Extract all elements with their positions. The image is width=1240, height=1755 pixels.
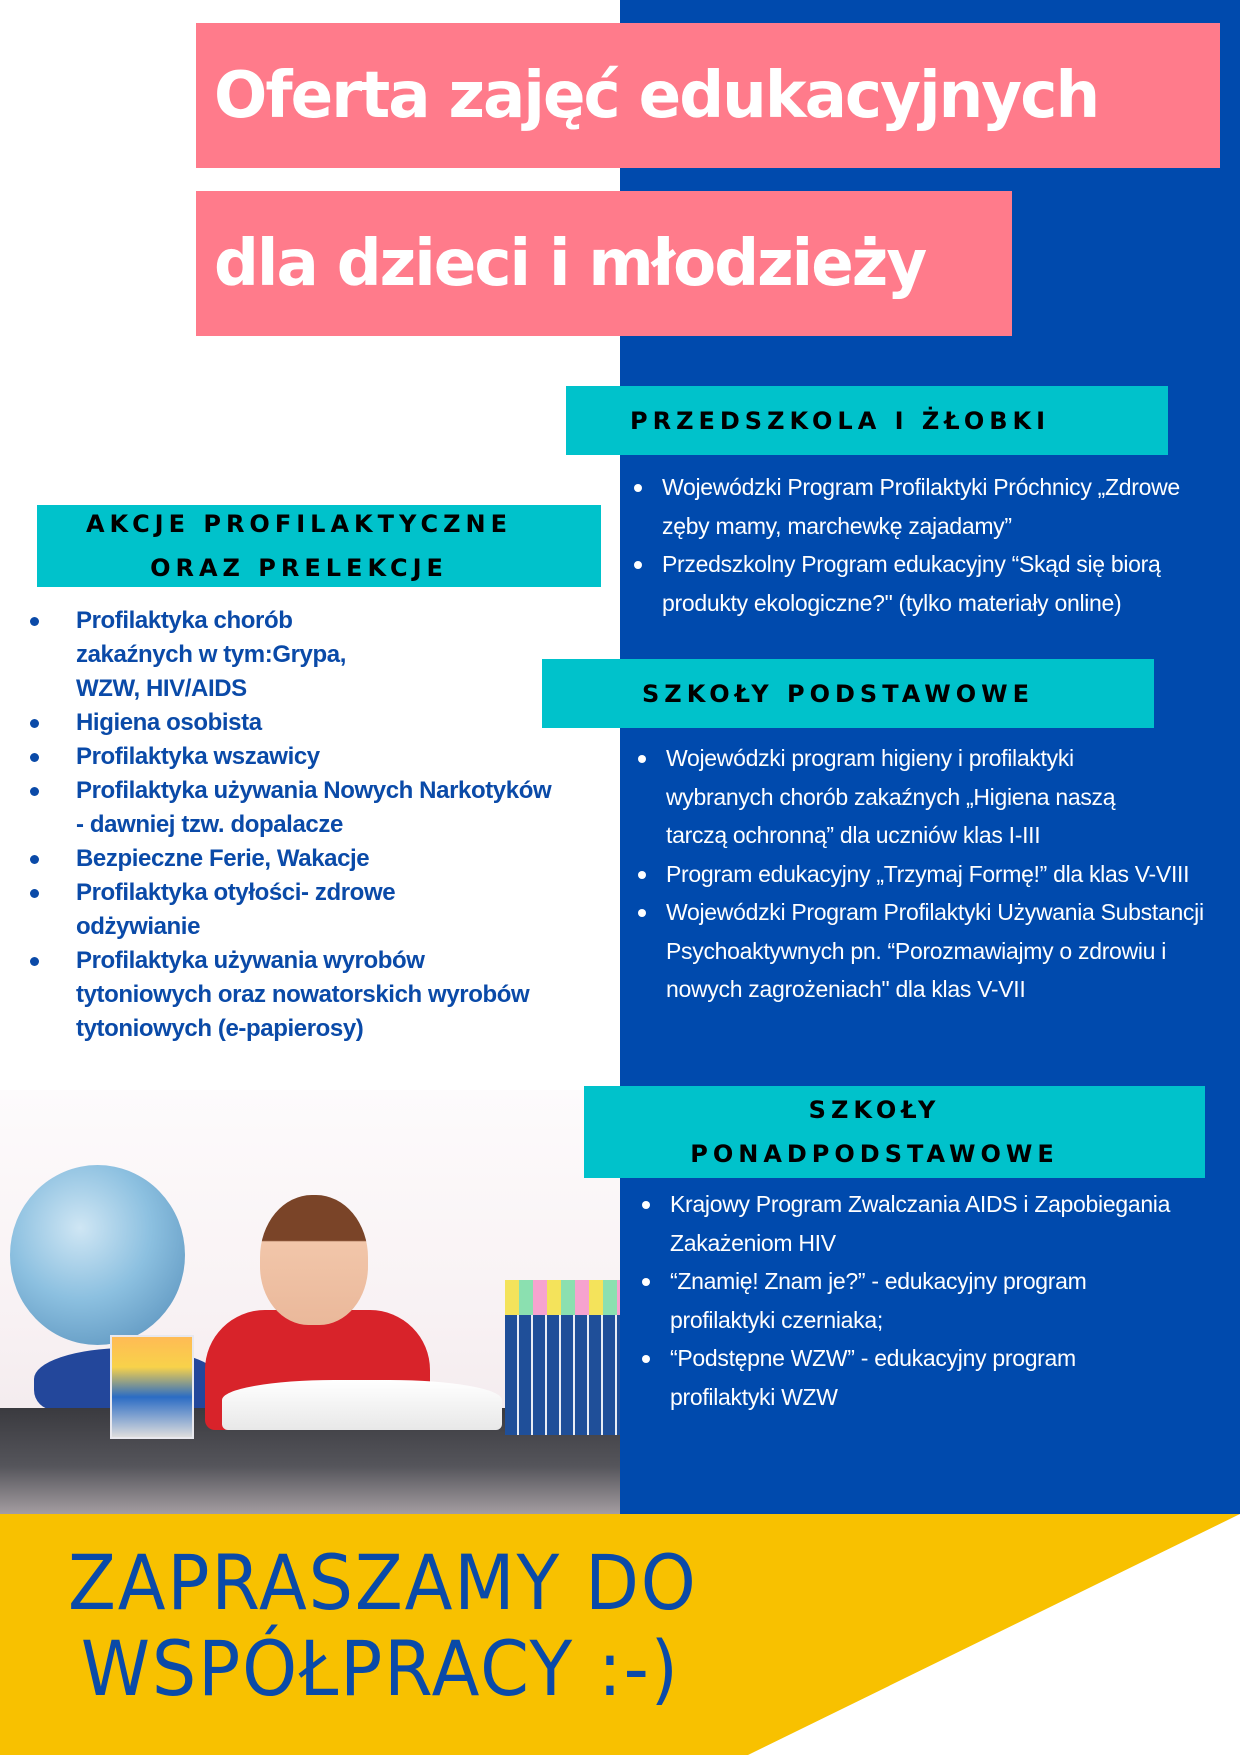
list-item: “Znamię! Znam je?” - edukacyjny program profilaktyki czerniaka;: [640, 1262, 1150, 1339]
list-item: Higiena osobista: [28, 706, 588, 740]
ponadpodstawowe-list: [640, 1185, 1230, 1416]
list-item: Przedszkolny Program edukacyjny “Skąd się biorą produkty ekologiczne?" (tylko materiały online): [632, 545, 1232, 622]
section-heading-text-line1: AKCJE PROFILAKTYCZNE: [85, 510, 513, 538]
list-item: Profilaktyka otyłości- zdrowe odżywianie: [28, 876, 496, 944]
list-item: Profilaktyka używania wyrobów tytoniowych oraz nowatorskich wyrobów tytoniowych (e-papierosy): [28, 944, 546, 1046]
list-item: Program edukacyjny „Trzymaj Formę!” dla klas V-VIII: [636, 855, 1206, 894]
section-heading-text-line1: SZKOŁY: [808, 1096, 941, 1124]
title-banner-line2: [196, 191, 1012, 336]
books-tops: [505, 1280, 620, 1320]
list-item: “Podstępne WZW” - edukacyjny program profilaktyki WZW: [640, 1339, 1150, 1416]
footer-line1: ZAPRASZAMY DO: [68, 1538, 698, 1627]
section-heading-text-line2: ORAZ PRELEKCJE: [150, 554, 448, 582]
globe-icon: [10, 1165, 185, 1345]
section-heading-text: SZKOŁY PODSTAWOWE: [642, 679, 1034, 708]
page-title-line1: Oferta zajęć edukacyjnych: [214, 58, 1099, 133]
boy-reading-photo: [0, 1090, 620, 1514]
list-item: Profilaktyka używania Nowych Narkotyków - dawniej tzw. dopalacze: [28, 774, 556, 842]
title-banner-line1: [196, 23, 1220, 168]
books-row: [505, 1315, 620, 1435]
list-item: Profilaktyka wszawicy: [28, 740, 588, 774]
podstawowe-list: [636, 739, 1216, 1009]
section-heading-text-line2: PONADPODSTAWOWE: [690, 1140, 1059, 1168]
list-item: Krajowy Program Zwalczania AIDS i Zapobiegania Zakażeniom HIV: [640, 1185, 1230, 1262]
przedszkola-list: [632, 468, 1232, 622]
list-item: Bezpieczne Ferie, Wakacje: [28, 842, 588, 876]
list-item: Wojewódzki program higieny i profilaktyki wybranych chorób zakaźnych „Higiena naszą tarczą ochronną” dla uczniów klas I-III: [636, 739, 1136, 855]
open-book: [222, 1380, 502, 1430]
list-item: Wojewódzki Program Profilaktyki Używania Substancji Psychoaktywnych pn. “Porozmawiajmy o zdrowiu i nowych zagrożeniach" dla klas V-VII: [636, 893, 1216, 1009]
footer-invitation: [68, 1540, 752, 1712]
section-heading-text: PRZEDSZKOLA I ŻŁOBKI: [630, 406, 1051, 435]
section-heading-przedszkola: [566, 386, 1168, 455]
section-heading-podstawowe: [542, 659, 1154, 728]
page-title-line2: dla dzieci i młodzieży: [214, 226, 926, 301]
section-heading-ponadpodstawowe: [584, 1086, 1205, 1178]
list-item: Profilaktyka chorób zakaźnych w tym:Grypa, WZW, HIV/AIDS: [28, 604, 406, 706]
list-item: Wojewódzki Program Profilaktyki Próchnicy „Zdrowe zęby mamy, marchewkę zajadamy”: [632, 468, 1232, 545]
akcje-list: [28, 604, 588, 1046]
section-heading-akcje: [37, 505, 601, 587]
markers-box: [110, 1335, 194, 1439]
footer-line2: WSPÓŁPRACY :-): [80, 1624, 680, 1713]
boy-head: [260, 1195, 368, 1325]
